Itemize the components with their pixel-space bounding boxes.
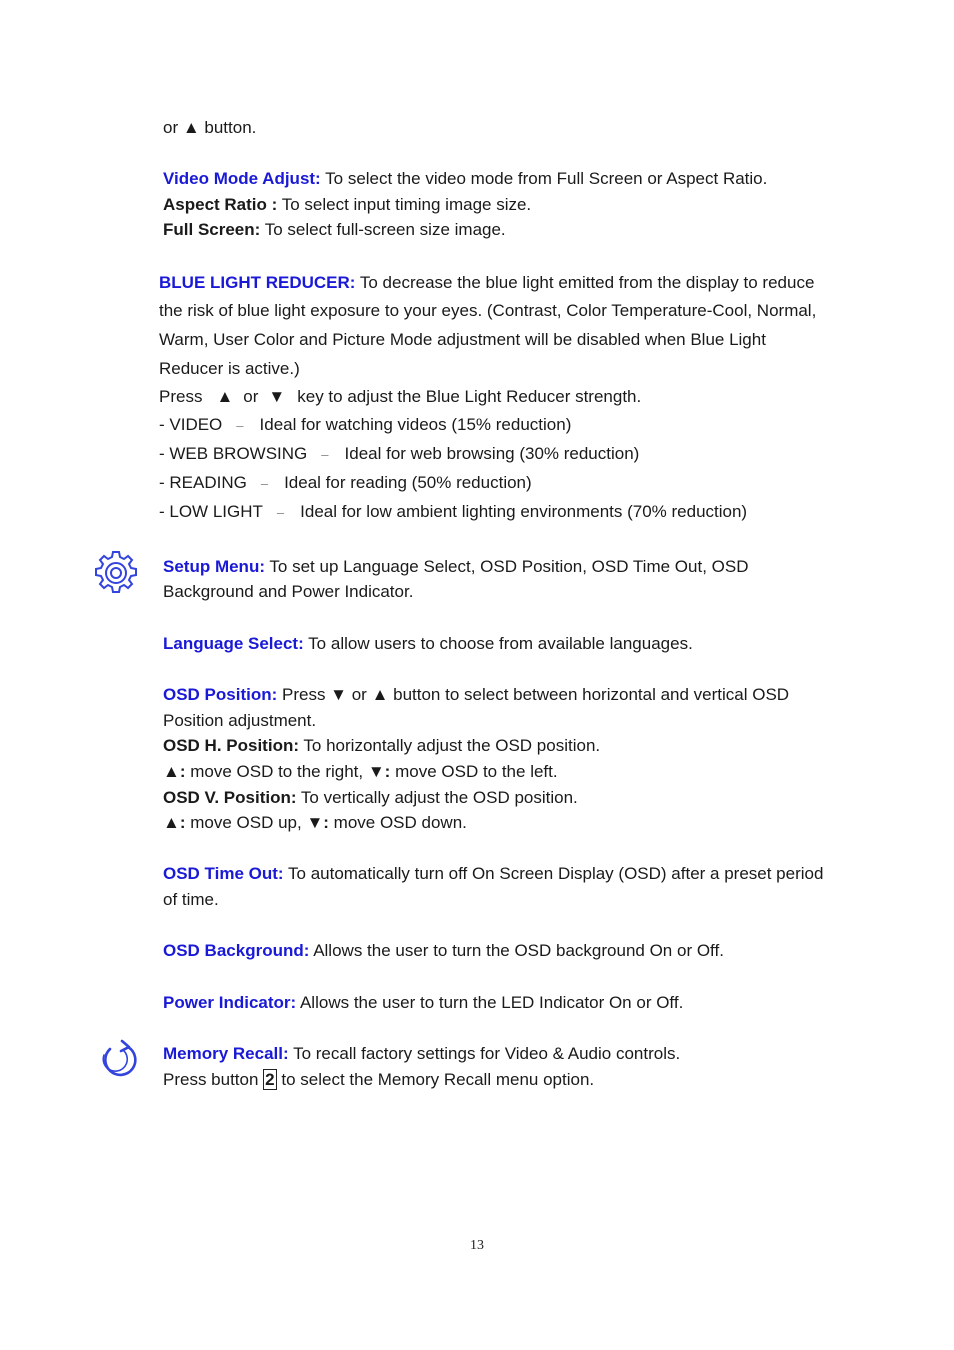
mode-desc: Ideal for web browsing (30% reduction) — [344, 444, 640, 463]
press-button-post: to select the Memory Recall menu option. — [276, 1070, 595, 1089]
mode-video — [159, 414, 571, 437]
setup-desc-1: To set up Language Select, OSD Position, OSD Time Out, OSD — [265, 557, 749, 576]
power-indicator-title: Power Indicator: — [163, 993, 297, 1012]
down-arrow-icon: ▼: — [367, 762, 391, 781]
language-line — [163, 633, 693, 655]
video-mode-title: Video Mode Adjust: — [163, 169, 321, 188]
blue-light-line-4: Reducer is active.) — [159, 359, 300, 378]
osd-background-title: OSD Background: — [163, 941, 310, 960]
osd-timeout-title: OSD Time Out: — [163, 864, 284, 883]
recall-icon — [96, 1037, 140, 1088]
osd-h-desc: To horizontally adjust the OSD position. — [299, 736, 601, 755]
aspect-ratio-desc: To select input timing image size. — [277, 195, 532, 214]
setup-line-1 — [163, 556, 748, 578]
down-arrow-icon: ▼: — [306, 813, 329, 832]
v-down-desc: move OSD down. — [328, 813, 467, 832]
down-arrow-icon: ▼ — [268, 387, 286, 406]
osd-position-line-2: Position adjustment. — [163, 711, 317, 730]
press-post: key to adjust the Blue Light Reducer strength. — [297, 387, 642, 406]
up-arrow-icon: ▲ — [216, 387, 234, 406]
memory-recall-line-1 — [163, 1043, 680, 1065]
video-mode-desc: To select the video mode from Full Screen or Aspect Ratio. — [320, 169, 768, 188]
osd-position-line-1 — [163, 684, 789, 706]
language-desc: To allow users to choose from available languages. — [303, 634, 693, 653]
osd-h-label: OSD H. Position: — [163, 736, 299, 755]
mode-dash: – — [276, 505, 285, 520]
full-screen-desc: To select full-screen size image. — [260, 220, 506, 239]
osd-v-keys-line — [163, 812, 467, 834]
setup-line-2: Background and Power Indicator. — [163, 582, 414, 601]
mode-dash: – — [236, 418, 244, 433]
blue-light-line-2: the risk of blue light exposure to your eyes. (Contrast, Color Temperature-Cool, Normal, — [159, 301, 817, 320]
mode-web-browsing — [159, 443, 639, 466]
osd-h-keys-line — [163, 761, 558, 783]
blue-light-press-line — [159, 386, 641, 408]
h-up-desc: move OSD to the right, — [185, 762, 368, 781]
gear-icon — [93, 550, 139, 601]
mode-name: - WEB BROWSING — [159, 444, 308, 463]
press-pre: Press — [159, 387, 203, 406]
language-title: Language Select: — [163, 634, 304, 653]
button-number-badge: 2 — [265, 1070, 275, 1089]
osd-v-label: OSD V. Position: — [163, 788, 297, 807]
mode-desc: Ideal for reading (50% reduction) — [284, 473, 532, 492]
memory-recall-desc: To recall factory settings for Video & Audio controls. — [288, 1044, 681, 1063]
mode-dash: – — [321, 447, 329, 462]
mode-low-light — [159, 501, 747, 524]
v-up-desc: move OSD up, — [185, 813, 307, 832]
osd-timeout-desc-1: To automatically turn off On Screen Display (OSD) after a preset period — [283, 864, 824, 883]
osd-background-line — [163, 940, 724, 962]
power-indicator-line — [163, 992, 683, 1014]
osd-v-desc: To vertically adjust the OSD position. — [296, 788, 578, 807]
blue-light-line-1 — [159, 272, 814, 294]
mode-dash: – — [260, 476, 269, 491]
mode-name: - VIDEO — [159, 415, 223, 434]
blue-light-desc-1: To decrease the blue light emitted from the display to reduce — [355, 273, 815, 292]
power-indicator-desc: Allows the user to turn the LED Indicator On or Off. — [296, 993, 684, 1012]
mode-name: - LOW LIGHT — [159, 502, 263, 521]
mode-desc: Ideal for low ambient lighting environments (70% reduction) — [300, 502, 748, 521]
video-mode-line — [163, 168, 767, 190]
h-down-desc: move OSD to the left. — [390, 762, 558, 781]
osd-v-position-line — [163, 787, 578, 809]
press-or: or — [243, 387, 259, 406]
mode-reading — [159, 472, 532, 495]
blue-light-line-3: Warm, User Color and Picture Mode adjustment will be disabled when Blue Light — [159, 330, 766, 349]
mode-desc: Ideal for watching videos (15% reduction) — [259, 415, 572, 434]
up-arrow-icon: ▲: — [163, 762, 186, 781]
page-number: 13 — [470, 1238, 484, 1253]
intro-text: or ▲ button. — [163, 118, 257, 137]
aspect-ratio-label: Aspect Ratio : — [163, 195, 278, 214]
mode-name: - READING — [159, 473, 247, 492]
osd-position-title: OSD Position: — [163, 685, 278, 704]
memory-recall-title: Memory Recall: — [163, 1044, 289, 1063]
memory-recall-line-2 — [163, 1069, 594, 1091]
aspect-ratio-line — [163, 194, 531, 216]
press-button-pre: Press button — [163, 1070, 264, 1089]
osd-timeout-line-2: of time. — [163, 890, 219, 909]
full-screen-line — [163, 219, 506, 241]
osd-position-desc-1: Press ▼ or ▲ button to select between horizontal and vertical OSD — [277, 685, 790, 704]
osd-background-desc: Allows the user to turn the OSD background On or Off. — [309, 941, 724, 960]
blue-light-title: BLUE LIGHT REDUCER: — [159, 273, 356, 292]
osd-timeout-line-1 — [163, 863, 823, 885]
osd-h-position-line — [163, 735, 600, 757]
full-screen-label: Full Screen: — [163, 220, 261, 239]
setup-title: Setup Menu: — [163, 557, 265, 576]
up-arrow-icon: ▲: — [163, 813, 186, 832]
